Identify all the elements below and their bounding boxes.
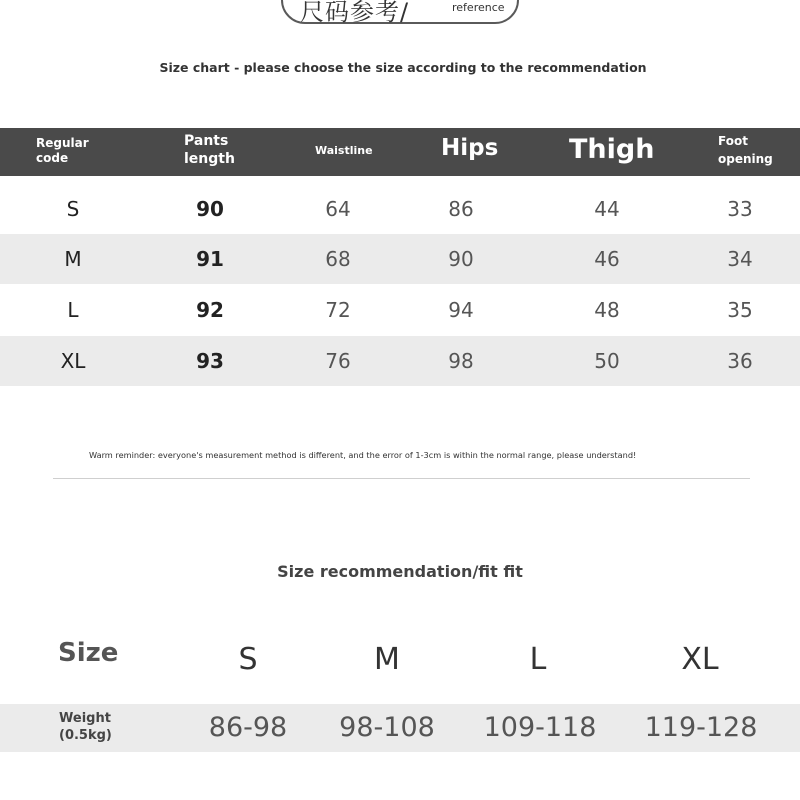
cell-foot-opening: 34 bbox=[727, 247, 753, 271]
header-foot-opening: Foot opening bbox=[718, 134, 773, 166]
cell-hips: 98 bbox=[448, 349, 474, 373]
cell-pants-length: 93 bbox=[196, 349, 224, 373]
cell-waistline: 64 bbox=[325, 197, 351, 221]
recommendation-weight-row bbox=[0, 704, 800, 752]
header-regular-code: Regular code bbox=[36, 136, 89, 165]
recommendation-size-row bbox=[0, 630, 800, 690]
cell-hips: 86 bbox=[448, 197, 474, 221]
cell-waistline: 76 bbox=[325, 349, 351, 373]
cell-hips: 94 bbox=[448, 298, 474, 322]
cell-size: M bbox=[64, 247, 82, 271]
weight-value: 98-108 bbox=[339, 712, 435, 743]
cell-waistline: 68 bbox=[325, 247, 351, 271]
rec-size-s: S bbox=[238, 642, 258, 677]
cell-size: XL bbox=[60, 349, 86, 373]
divider bbox=[53, 478, 750, 479]
pill-chinese-text: 尺码参考/ bbox=[300, 0, 410, 26]
cell-pants-length: 90 bbox=[196, 197, 224, 221]
cell-thigh: 50 bbox=[594, 349, 620, 373]
rec-size-xl: XL bbox=[681, 642, 719, 677]
cell-hips: 90 bbox=[448, 247, 474, 271]
rec-size-m: M bbox=[374, 642, 400, 677]
cell-foot-opening: 33 bbox=[727, 197, 753, 221]
cell-foot-opening: 36 bbox=[727, 349, 753, 373]
size-label: Size bbox=[58, 638, 119, 668]
cell-foot-opening: 35 bbox=[727, 298, 753, 322]
header-waistline: Waistline bbox=[315, 144, 373, 157]
table-row bbox=[0, 184, 800, 234]
cell-pants-length: 92 bbox=[196, 298, 224, 322]
header-pants-length: Pants length bbox=[184, 133, 235, 167]
size-chart-subtitle: Size chart - please choose the size according to the recommendation bbox=[159, 60, 647, 75]
cell-size: L bbox=[67, 298, 79, 322]
header-hips: Hips bbox=[441, 135, 499, 161]
cell-thigh: 48 bbox=[594, 298, 620, 322]
rec-size-l: L bbox=[529, 642, 547, 677]
table-row bbox=[0, 234, 800, 284]
weight-label: Weight (0.5kg) bbox=[59, 711, 112, 743]
table-row bbox=[0, 285, 800, 335]
warm-reminder-text: Warm reminder: everyone's measurement method is different, and the error of 1-3cm is within the normal range, please understand! bbox=[89, 450, 637, 460]
weight-value: 86-98 bbox=[208, 712, 288, 743]
weight-value: 119-128 bbox=[644, 712, 758, 743]
size-table-header bbox=[0, 128, 800, 176]
header-thigh: Thigh bbox=[569, 134, 655, 165]
weight-value: 109-118 bbox=[483, 712, 597, 743]
cell-thigh: 46 bbox=[594, 247, 620, 271]
cell-pants-length: 91 bbox=[196, 247, 224, 271]
recommendation-title: Size recommendation/fit fit bbox=[277, 562, 523, 581]
cell-waistline: 72 bbox=[325, 298, 351, 322]
cell-size: S bbox=[66, 197, 80, 221]
table-row bbox=[0, 336, 800, 386]
cell-thigh: 44 bbox=[594, 197, 620, 221]
pill-english-text: reference bbox=[452, 1, 505, 14]
